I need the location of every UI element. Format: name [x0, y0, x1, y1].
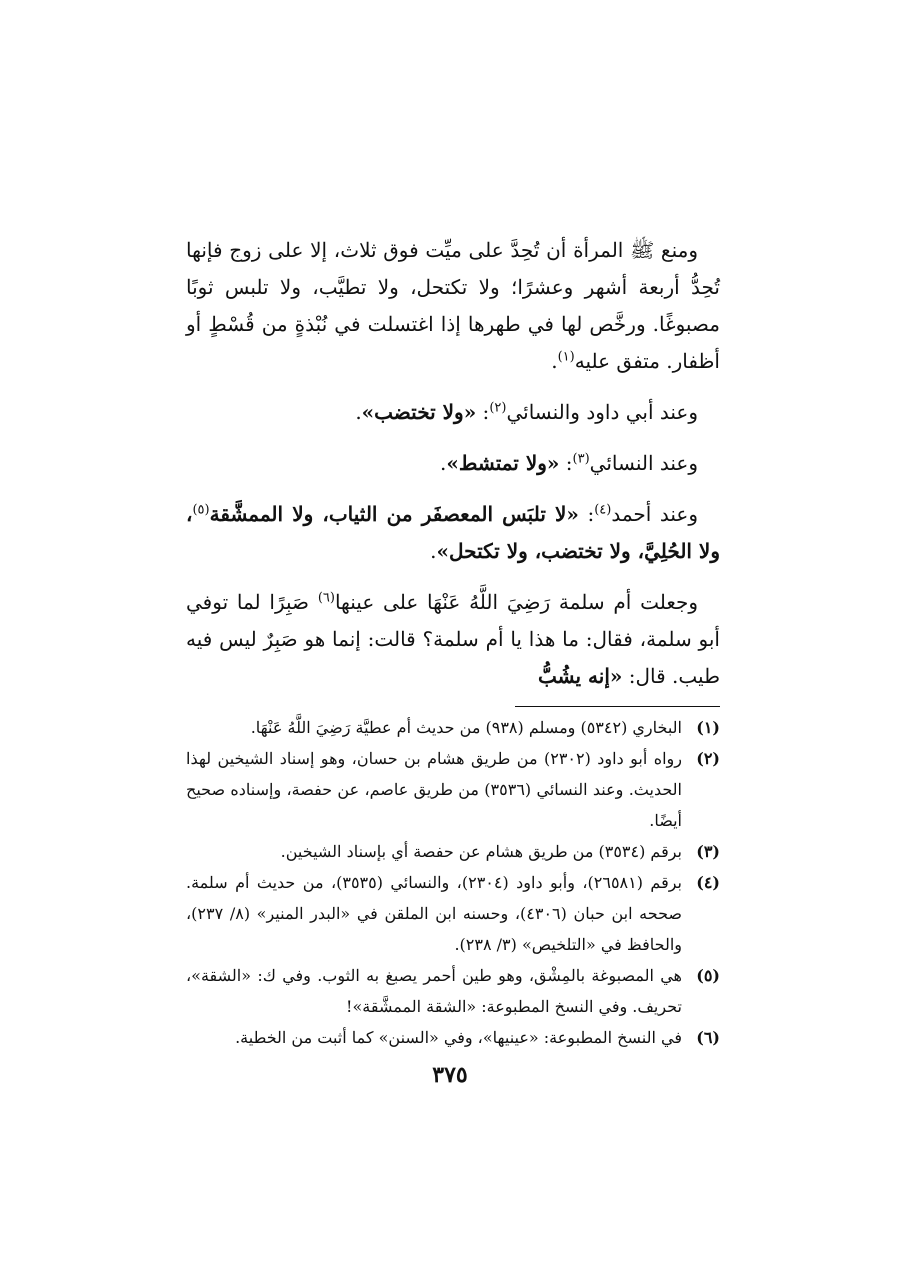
footnote-1 — [186, 712, 720, 743]
footnote-text: رواه أبو داود (٢٣٠٢) من طريق هشام بن حسان، وهو إسناد الشيخين لهذا الحديث. وعند النسائي (٣٥٣٦) من طريق عاصم، عن حفصة، وإسناده صحيح أيضًا. — [186, 749, 682, 830]
footnote-6 — [186, 1022, 720, 1053]
footnote-text: البخاري (٥٣٤٢) ومسلم (٩٣٨) من حديث أم عطيَّة رَضِيَ اللَّهُ عَنْهَا. — [250, 718, 682, 737]
footnote-number: (١) — [696, 718, 720, 737]
footnote-ref-1[interactable]: (١) — [557, 349, 575, 365]
paragraph-4-end: . — [430, 539, 437, 563]
paragraph-5-text-b: صَبِرًا لما توفي أبو سلمة، فقال: ما هذا يا أم سلمة؟ قالت: إنما هو صَبِرٌ ليس فيه طيب. قال: — [186, 590, 720, 688]
footnote-divider — [515, 706, 720, 707]
footnotes-section — [186, 712, 720, 1053]
footnote-4 — [186, 867, 720, 960]
paragraph-4-colon: : — [578, 502, 595, 526]
paragraph-1 — [186, 232, 720, 380]
page-number: ٣٧٥ — [432, 1062, 468, 1088]
footnote-ref-5[interactable]: (٥) — [192, 502, 210, 518]
paragraph-3-quote: «ولا تمتشط» — [446, 451, 560, 475]
paragraph-4-quote-b: ، ولا الحُلِيَّ، ولا تختضب، ولا تكتحل» — [186, 502, 720, 563]
paragraph-5 — [186, 584, 720, 695]
paragraph-1-end: . — [551, 349, 558, 373]
paragraph-4 — [186, 496, 720, 570]
footnote-ref-2[interactable]: (٢) — [489, 400, 507, 416]
paragraph-5-text-a: وجعلت أم سلمة رَضِيَ اللَّهُ عَنْهَا على عينها — [334, 590, 699, 614]
paragraph-4-text: وعند أحمد — [611, 502, 698, 526]
paragraph-4-quote-a: «لا تلبَس المعصفَر من الثياب، ولا الممشَّقة — [209, 502, 579, 526]
footnote-number: (٥) — [696, 966, 720, 985]
footnote-ref-3[interactable]: (٣) — [572, 451, 590, 467]
footnote-text: برقم (٢٦٥٨١)، وأبو داود (٢٣٠٤)، والنسائي (٣٥٣٥)، من حديث أم سلمة. صححه ابن حبان (٤٣٠٦)، وحسنه ابن الملقن في «البدر المنير» (٨/ ٢٣٧)، والحافظ في «التلخيص» (٣/ ٢٣٨). — [186, 873, 683, 954]
paragraph-2-quote: «ولا تختضب» — [361, 400, 477, 424]
footnote-2 — [186, 743, 720, 836]
paragraph-2-colon: : — [476, 400, 490, 424]
footnote-ref-6[interactable]: (٦) — [317, 590, 335, 606]
paragraph-2-end: . — [355, 400, 362, 424]
paragraph-1-text: ومنع ﷺ المرأة أن تُحِدَّ على ميِّت فوق ثلاث، إلا على زوج فإنها تُحِدُّ أربعة أشهر وعشرًا؛ ولا تكتحل، ولا تطيَّب، ولا تلبس ثوبًا مصبوغًا. ورخَّص لها في طهرها إذا اغتسلت في نُبْذةٍ من قُسْطٍ أو أظفار. متفق عليه — [186, 238, 720, 373]
footnote-text: في النسخ المطبوعة: «عينيها»، وفي «السنن» كما أثبت من الخطية. — [235, 1028, 682, 1047]
footnote-3 — [186, 836, 720, 867]
footnote-text: هي المصبوغة بالمِشْق، وهو طين أحمر يصبغ به الثوب. وفي ك: «الشقة»، تحريف. وفي النسخ المطبوعة: «الشقة الممشَّقة»! — [186, 966, 682, 1016]
footnote-number: (٢) — [696, 749, 720, 768]
paragraph-3 — [186, 445, 720, 482]
paragraph-2 — [186, 394, 720, 431]
footnote-number: (٤) — [696, 873, 720, 892]
paragraph-3-text: وعند النسائي — [589, 451, 698, 475]
paragraph-3-end: . — [440, 451, 447, 475]
paragraph-3-colon: : — [559, 451, 573, 475]
main-text — [186, 232, 720, 709]
footnote-number: (٦) — [696, 1028, 720, 1047]
footnote-text: برقم (٣٥٣٤) من طريق هشام عن حفصة أي بإسناد الشيخين. — [280, 842, 682, 861]
paragraph-2-text: وعند أبي داود والنسائي — [506, 400, 698, 424]
footnote-5 — [186, 960, 720, 1022]
footnote-number: (٣) — [696, 842, 720, 861]
footnote-ref-4[interactable]: (٤) — [594, 502, 612, 518]
paragraph-5-quote: «إنه يشُبُّ — [538, 664, 623, 688]
